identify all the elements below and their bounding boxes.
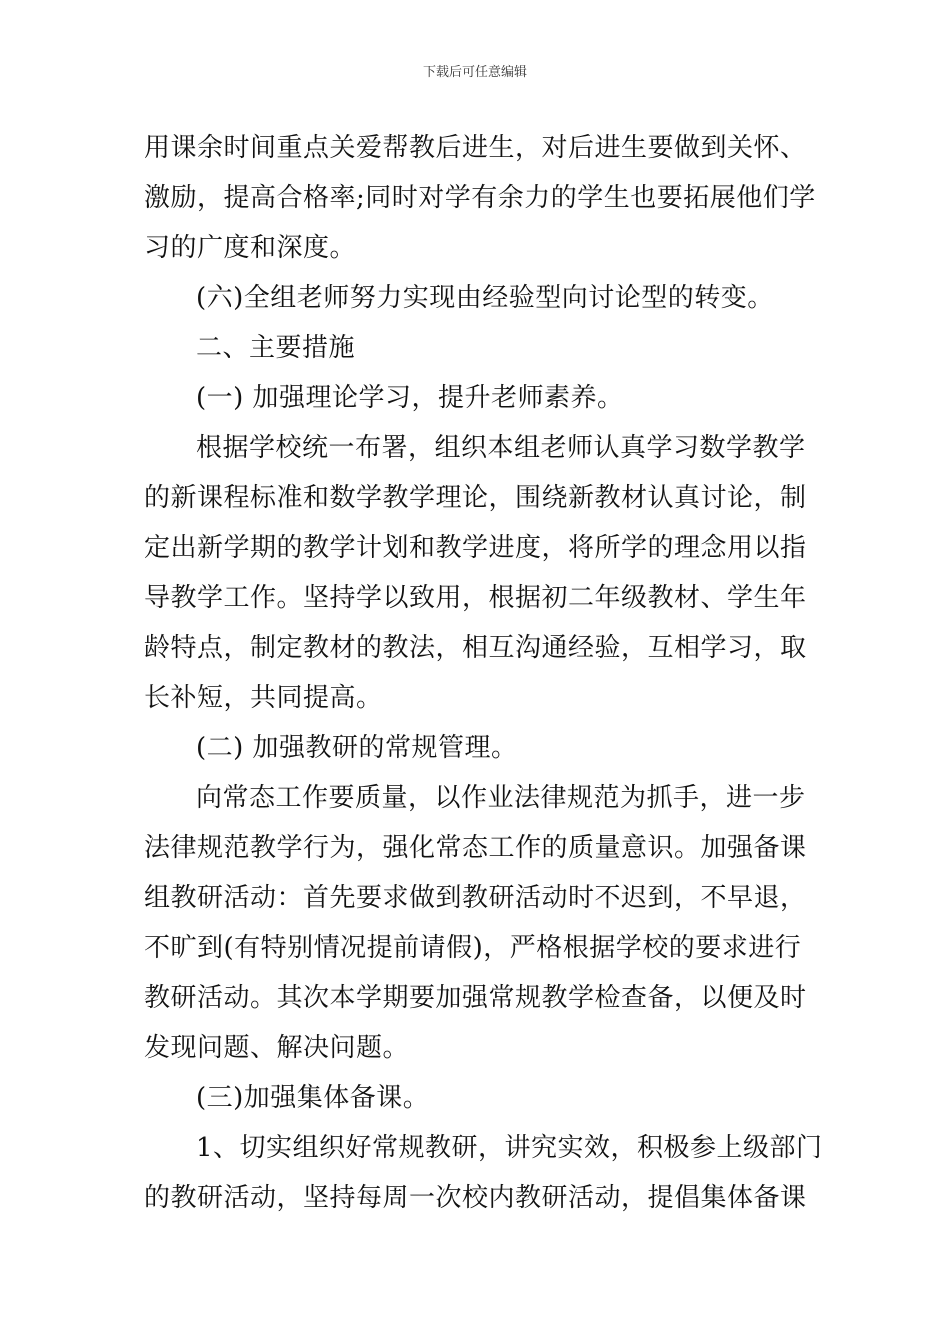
document-body xyxy=(144,123,823,1223)
text-line: 的新课程标准和数学教学理论，围绕新教材认真讨论，制 xyxy=(144,483,807,513)
text-line: 的教研活动，坚持每周一次校内教研活动，提倡集体备课 xyxy=(144,1183,807,1213)
page-header-note: 下载后可任意编辑 xyxy=(422,65,527,80)
text-line: 向常态工作要质量，以作业法律规范为抓手，进一步 xyxy=(196,783,806,813)
text-line: 不旷到(有特别情况提前请假)，严格根据学校的要求进行 xyxy=(144,933,802,963)
section-heading: 二、主要措施 xyxy=(196,333,356,363)
text-line: 教研活动。其次本学期要加强常规教学检查备，以便及时 xyxy=(144,983,807,1013)
subsection-heading: (二) 加强教研的常规管理。 xyxy=(196,733,518,763)
text-line: 1、切实组织好常规教研，讲究实效，积极参上级部门 xyxy=(196,1133,823,1163)
text-line: 长补短，共同提高。 xyxy=(144,683,383,713)
text-line: 激励，提高合格率;同时对学有余力的学生也要拓展他们学 xyxy=(144,183,816,213)
text-line: 法律规范教学行为，强化常态工作的质量意识。加强备课 xyxy=(144,833,807,863)
text-line: 组教研活动：首先要求做到教研活动时不迟到，不早退， xyxy=(144,883,807,913)
subsection-heading: (三)加强集体备课。 xyxy=(196,1083,430,1113)
text-line: 定出新学期的教学计划和教学进度，将所学的理念用以指 xyxy=(144,533,807,563)
text-line: 用课余时间重点关爱帮教后进生，对后进生要做到关怀、 xyxy=(144,133,807,163)
text-line: 龄特点，制定教材的教法，相互沟通经验，互相学习，取 xyxy=(144,633,807,663)
text-line: 发现问题、解决问题。 xyxy=(144,1033,410,1063)
text-line: 导教学工作。坚持学以致用，根据初二年级教材、学生年 xyxy=(144,583,807,613)
text-line: 习的广度和深度。 xyxy=(144,233,357,263)
subsection-heading: (一) 加强理论学习，提升老师素养。 xyxy=(196,383,624,413)
text-line: 根据学校统一布署，组织本组老师认真学习数学教学 xyxy=(196,433,806,463)
text-line: (六)全组老师努力实现由经验型向讨论型的转变。 xyxy=(196,283,774,313)
